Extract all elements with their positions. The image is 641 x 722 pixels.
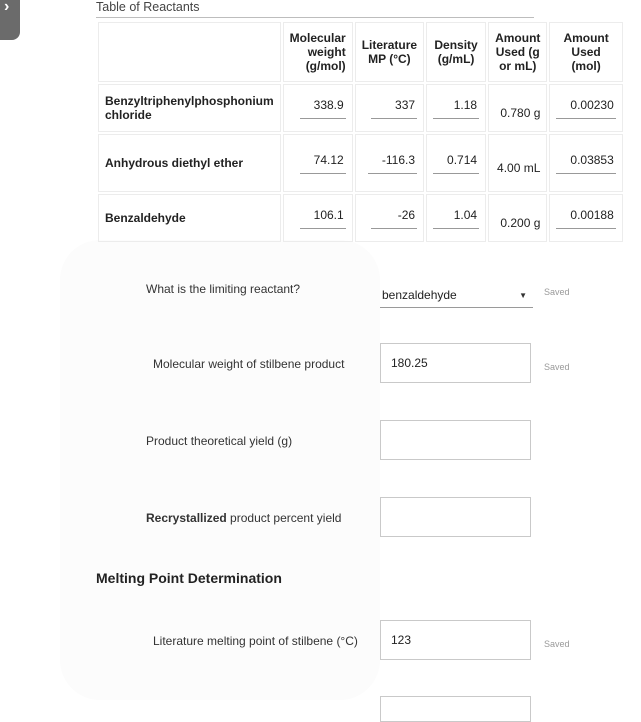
saved-status: Saved: [544, 362, 570, 372]
amount-cell: [488, 194, 547, 242]
lit-mp-input[interactable]: 123: [380, 620, 531, 660]
density-value: 1.04: [433, 208, 479, 229]
mol-cell: [549, 194, 622, 242]
header-blank: [98, 22, 281, 82]
mp-value: -26: [371, 208, 417, 229]
table-title: Table of Reactants: [96, 0, 534, 18]
header-amount: Amount Used (g or mL): [488, 22, 547, 82]
mw-product-input[interactable]: 180.25: [380, 343, 531, 383]
mw-cell: [283, 134, 353, 192]
mol-value: 0.00188: [556, 208, 615, 229]
mp-value: 337: [371, 98, 417, 119]
percent-yield-label-bold: Recrystallized: [146, 511, 227, 525]
percent-yield-label: [146, 511, 341, 525]
amount-value: 0.780 g: [500, 106, 541, 120]
lit-mp-label: Literature melting point of stilbene (°C): [153, 634, 358, 648]
table-row: [98, 134, 623, 192]
reactant-name: Anhydrous diethyl ether: [98, 134, 281, 192]
mp-cell: [355, 134, 424, 192]
density-value: 1.18: [433, 98, 479, 119]
mw-value: 338.9: [300, 98, 346, 119]
reactants-table: [96, 20, 625, 244]
melting-point-heading: Melting Point Determination: [96, 570, 282, 586]
mp-value: -116.3: [368, 153, 417, 174]
amount-cell: [488, 84, 547, 132]
reactant-name: Benzaldehyde: [98, 194, 281, 242]
amount-value: 0.200 g: [500, 216, 541, 230]
mw-cell: [283, 84, 353, 132]
table-header-row: [98, 22, 623, 82]
mw-cell: [283, 194, 353, 242]
mp-cell: [355, 194, 424, 242]
density-cell: [426, 194, 486, 242]
limiting-reactant-select[interactable]: [380, 280, 533, 308]
mol-value: 0.00230: [556, 98, 615, 119]
density-cell: [426, 84, 486, 132]
background-shape: [60, 240, 380, 700]
mp-cell: [355, 84, 424, 132]
saved-status: Saved: [544, 287, 570, 297]
theoretical-yield-label: Product theoretical yield (g): [146, 434, 293, 448]
chevron-right-icon: ›: [4, 0, 10, 15]
table-row: [98, 194, 623, 242]
mol-value: 0.03853: [556, 153, 615, 174]
header-mw: Molecular weight (g/mol): [283, 22, 353, 82]
mw-value: 106.1: [300, 208, 346, 229]
amount-cell: [488, 134, 547, 192]
header-mol: Amount Used (mol): [549, 22, 622, 82]
amount-value: 4.00 mL: [497, 161, 541, 175]
table-row: [98, 84, 623, 132]
back-tab[interactable]: [0, 0, 20, 40]
theoretical-yield-input[interactable]: [380, 420, 531, 460]
saved-status: Saved: [544, 639, 570, 649]
mol-cell: [549, 84, 622, 132]
density-value: 0.714: [433, 153, 479, 174]
percent-yield-label-rest: product percent yield: [226, 511, 342, 525]
header-mp: Literature MP (°C): [355, 22, 424, 82]
caret-down-icon: ▼: [519, 291, 527, 300]
density-cell: [426, 134, 486, 192]
header-density: Density (g/mL): [426, 22, 486, 82]
mw-value: 74.12: [300, 153, 346, 174]
mol-cell: [549, 134, 622, 192]
mw-product-label: Molecular weight of stilbene product: [153, 357, 345, 371]
limiting-reactant-value: benzaldehyde: [382, 288, 457, 302]
percent-yield-input[interactable]: [380, 497, 531, 537]
limiting-reactant-label: What is the limiting reactant?: [146, 282, 301, 296]
reactant-name: Benzyltriphenylphosphonium chloride: [98, 84, 281, 132]
